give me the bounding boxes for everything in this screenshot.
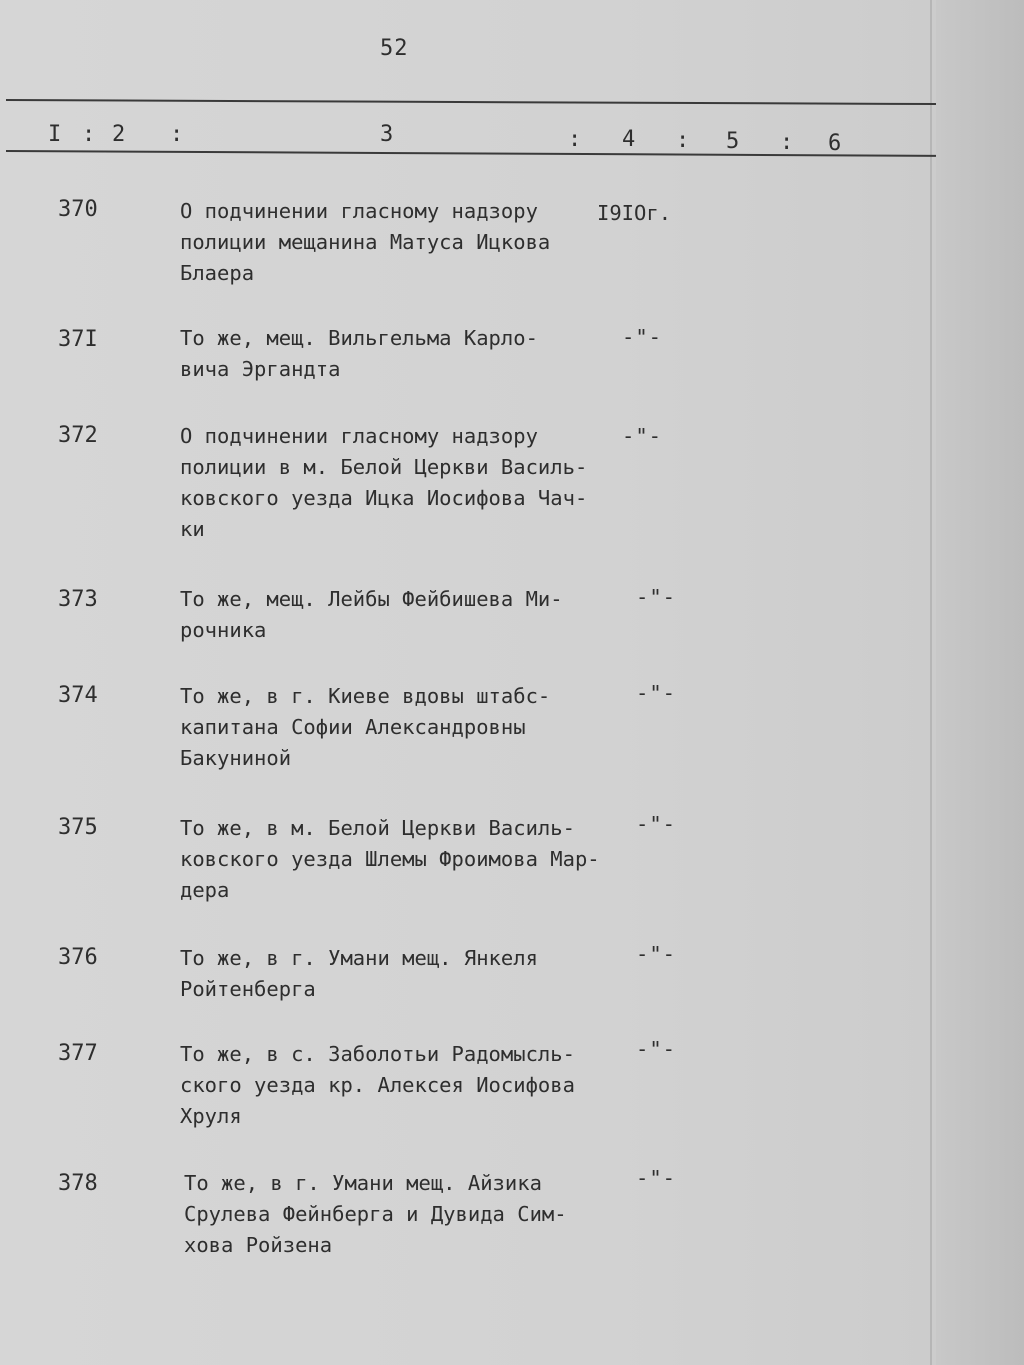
entry-description: [180, 584, 640, 646]
entry-line: О подчинении гласному надзору: [180, 424, 538, 448]
entry-line: капитана Софии Александровны: [180, 715, 526, 739]
column-header-1: I: [48, 122, 62, 147]
entry-date-ditto: -"-: [636, 1166, 677, 1190]
entry-number: 370: [58, 197, 98, 222]
entry-date-ditto: -"-: [622, 325, 663, 349]
entry-line: То же, мещ. Вильгельма Карло-: [180, 326, 538, 350]
column-separator: :: [82, 122, 96, 147]
entry-line: То же, в г. Умани мещ. Айзика: [184, 1171, 542, 1195]
entry-description: [180, 196, 640, 289]
entry-line: ки: [180, 517, 205, 541]
entry-line: хова Ройзена: [184, 1233, 333, 1257]
column-header-5: 5: [726, 129, 740, 154]
entry-number: 378: [58, 1171, 98, 1196]
entry-date-ditto: -"-: [622, 424, 663, 448]
entry-date-ditto: -"-: [636, 681, 677, 705]
column-header-3: 3: [380, 122, 394, 147]
entry-line: Хруля: [180, 1104, 242, 1128]
column-separator: :: [568, 127, 582, 152]
column-separator: :: [676, 128, 690, 153]
page-edge: [930, 0, 932, 1365]
entry-line: полиции в м. Белой Церкви Василь-: [180, 455, 588, 479]
entry-date: I9IOг.: [597, 201, 672, 225]
entry-description: [180, 681, 640, 774]
entry-line: дера: [180, 878, 230, 902]
column-header-6: 6: [828, 131, 842, 156]
entry-line: полиции мещанина Матуса Ицкова: [180, 230, 551, 254]
entry-line: Ройтенберга: [180, 977, 316, 1001]
entry-line: То же, мещ. Лейбы Фейбишева Ми-: [180, 587, 563, 611]
entry-description: [180, 813, 640, 906]
entry-number: 374: [58, 683, 98, 708]
entry-line: То же, в г. Киеве вдовы штабс-: [180, 684, 551, 708]
entry-line: ского уезда кр. Алексея Иосифова: [180, 1073, 575, 1097]
entry-line: О подчинении гласному надзору: [180, 199, 538, 223]
entry-description: [184, 1168, 644, 1261]
entry-number: 37I: [58, 327, 98, 352]
entry-line: Срулева Фейнберга и Дувида Сим-: [184, 1202, 567, 1226]
entry-line: То же, в г. Умани мещ. Янкеля: [180, 946, 538, 970]
entry-date-ditto: -"-: [636, 942, 677, 966]
entry-line: Бакуниной: [180, 746, 292, 770]
entry-number: 372: [58, 423, 98, 448]
entry-line: Блаера: [180, 261, 255, 285]
entry-line: То же, в с. Заболотьи Радомысль-: [180, 1042, 575, 1066]
entry-description: [180, 1039, 640, 1132]
entry-description: [180, 421, 640, 545]
entry-number: 373: [58, 587, 98, 612]
entry-line: То же, в м. Белой Церкви Василь-: [180, 816, 575, 840]
column-header-2: 2: [112, 122, 126, 147]
entry-line: ковского уезда Шлемы Фроимова Мар-: [180, 847, 600, 871]
column-header-4: 4: [622, 127, 636, 152]
entry-number: 375: [58, 815, 98, 840]
entry-number: 377: [58, 1041, 98, 1066]
entry-description: [180, 943, 640, 1005]
background-surface: [936, 0, 1024, 1365]
entry-line: ковского уезда Ицка Иосифова Чач-: [180, 486, 588, 510]
entry-date-ditto: -"-: [636, 585, 677, 609]
entry-line: рочника: [180, 618, 267, 642]
entry-line: вича Эргандта: [180, 357, 341, 381]
entry-date-ditto: -"-: [636, 812, 677, 836]
entry-description: [180, 323, 640, 385]
entry-date-ditto: -"-: [636, 1037, 677, 1061]
column-separator: :: [170, 122, 184, 147]
column-separator: :: [780, 130, 794, 155]
entry-number: 376: [58, 945, 98, 970]
page-number: 52: [380, 36, 409, 61]
